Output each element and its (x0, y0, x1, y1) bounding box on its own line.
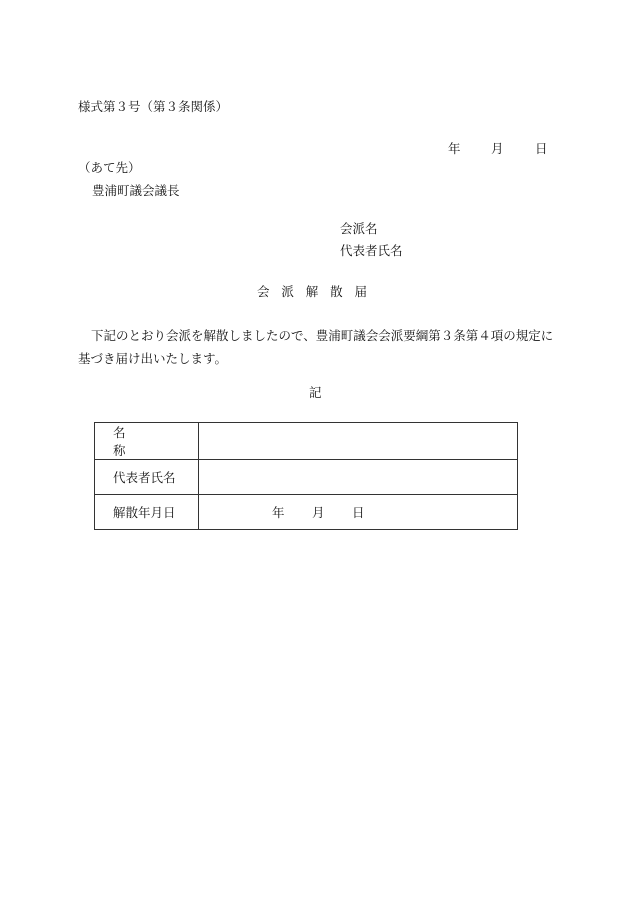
dissolution-month-label: 月 (312, 505, 325, 520)
ki-heading: 記 (309, 385, 322, 400)
addressee-name: 豊浦町議会議長 (92, 183, 180, 198)
value-cell-representative[interactable] (199, 460, 518, 495)
document-title: 会派解散届 (257, 284, 379, 299)
date-month-label: 月 (491, 141, 504, 156)
detail-table (94, 422, 518, 530)
body-paragraph (78, 324, 558, 370)
submission-date (448, 143, 548, 156)
dissolution-date-label: 解散年月日 (113, 505, 176, 520)
label-cell-representative (95, 460, 199, 495)
label-cell-name (95, 423, 199, 460)
value-cell-dissolution-date[interactable] (199, 495, 518, 530)
name-label: 名称 (113, 425, 159, 458)
date-year-label: 年 (448, 141, 461, 156)
table-row-representative (95, 460, 518, 495)
dissolution-year-label: 年 (272, 505, 285, 520)
representative-name-label: 代表者氏名 (340, 243, 403, 258)
date-day-label: 日 (535, 141, 548, 156)
table-row-name (95, 423, 518, 460)
addressee-label: （あて先） (78, 160, 141, 175)
table-row-dissolution-date (95, 495, 518, 530)
form-number: 様式第３号（第３条関係） (78, 99, 229, 114)
representative-label: 代表者氏名 (113, 470, 176, 485)
dissolution-day-label: 日 (352, 505, 365, 520)
faction-name-label: 会派名 (340, 221, 378, 236)
value-cell-name[interactable] (199, 423, 518, 460)
label-cell-dissolution-date (95, 495, 199, 530)
body-text: 下記のとおり会派を解散しましたので、豊浦町議会会派要綱第３条第４項の規定に基づき届け出いたします。 (78, 328, 554, 366)
